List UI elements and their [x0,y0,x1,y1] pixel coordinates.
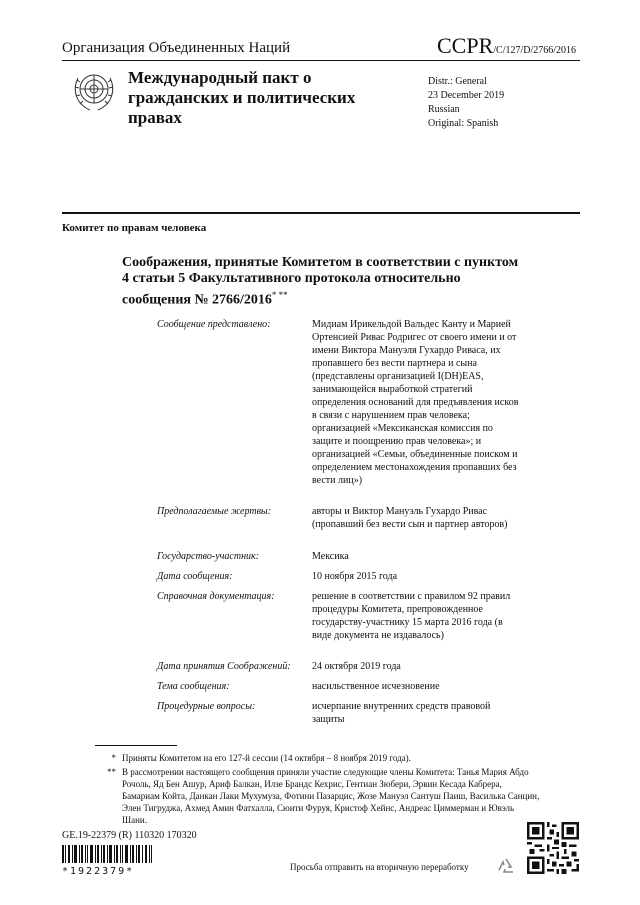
un-emblem-icon [70,68,118,114]
meta-value-submitted-by: Мидиам Ирикельдой Вальдес Канту и Марией Ортенсией Ривас Родригес от своего имени и от имени Виктора Мануэля Гухардо Риваса, их пропавшего без вести партнера и сына (представлены организацией I(DH)EAS, занимающейся выработкой стратегий определения оснований для предъявления исков в связи с нарушением прав человека; организацией «Мексиканская комиссия по защите и поощрению прав человека»; и организацией «Семьи, объединенные поиском и определением местонахождения пропавших без вести лиц») [312,319,519,486]
symbol-suffix: /C/127/D/2766/2016 [493,45,577,56]
views-title [122,255,522,309]
footnote-text: Приняты Комитетом на его 127-й сессии (14 октября – 8 ноября 2019 года). [122,753,411,763]
meta-label-adoption-date: Дата принятия Соображений: [157,661,291,672]
footnote-2 [100,766,540,826]
barcode-icon [62,845,152,863]
meta-label-submitted-by: Сообщение представлено: [157,319,271,330]
recycle-icon [495,856,517,878]
distribution-language: Russian [428,104,460,115]
title-rule [62,212,580,214]
footnote-separator [95,745,177,746]
distribution-line: Distr.: General [428,76,487,87]
meta-value-subject-matter: насильственное исчезновение [312,681,440,692]
meta-label-document-references: Справочная документация: [157,591,275,602]
meta-value-adoption-date: 24 октября 2019 года [312,661,401,672]
meta-value-state-party: Мексика [312,551,349,562]
committee-name: Комитет по правам человека [62,222,207,234]
meta-label-communication-date: Дата сообщения: [157,571,233,582]
distribution-block [428,75,504,131]
footnote-text: В рассмотрении настоящего сообщения приняли участие следующие члены Комитета: Танья Мария Абдо Рочоль, Яд Бен Ашур, Ариф Балкан, Илзе Брандс Кехрис, Гентиан Зюбери, Эрвин Кесада Кабрера, Бамариам Койта, Данкан Лаки Мухумуза, Фотини Пазарцис, Жозе Мануэл Сантуш Паиш, Василька Санцин, Элен Тигруджа, Ахмед Амин Фатхалла, Сюити Фуруя, Кристоф Хейнс, Андреас Циммерман и Ювэль Шани. [122,767,540,825]
document-title: Международный пакт о гражданских и политических правах [128,68,356,127]
footnote-mark: ** [107,767,116,777]
meta-label-subject-matter: Тема сообщения: [157,681,230,692]
distribution-date: 23 December 2019 [428,90,505,101]
header-rule [62,60,580,61]
organization-name: Организация Объединенных Наций [62,40,291,56]
qr-code-icon [527,822,579,874]
meta-value-procedural-issues: исчерпание внутренних средств правовой защиты [312,701,491,725]
ge-number: GE.19-22379 (R) 110320 170320 [62,830,197,841]
document-symbol [437,34,576,63]
meta-label-procedural-issues: Процедурные вопросы: [157,701,256,712]
meta-value-alleged-victims: авторы и Виктор Мануэль Гухардо Ривас (пропавший без вести сын и партнер авторов) [312,506,508,530]
meta-value-communication-date: 10 ноября 2015 года [312,571,398,582]
recycle-note: Просьба отправить на вторичную переработку [290,862,469,872]
footnote-mark: * [111,753,116,763]
distribution-original: Original: Spanish [428,118,499,129]
barcode-number: *1922379* [62,866,135,877]
meta-label-alleged-victims: Предполагаемые жертвы: [157,506,272,517]
views-title-text: Соображения, принятые Комитетом в соответствии с пунктом 4 статьи 5 Факультативного протокола относительно сообщения № 2766/2016 [122,255,519,308]
footnote-refs: * ** [271,290,288,300]
symbol-main: CCPR [437,33,494,58]
meta-label-state-party: Государство-участник: [157,551,260,562]
footnote-1 [100,752,540,764]
meta-value-document-references: решение в соответствии с правилом 92 правил процедуры Комитета, препровожденное государству-участнику 15 марта 2016 года (в виде документа не издавалось) [312,591,511,641]
